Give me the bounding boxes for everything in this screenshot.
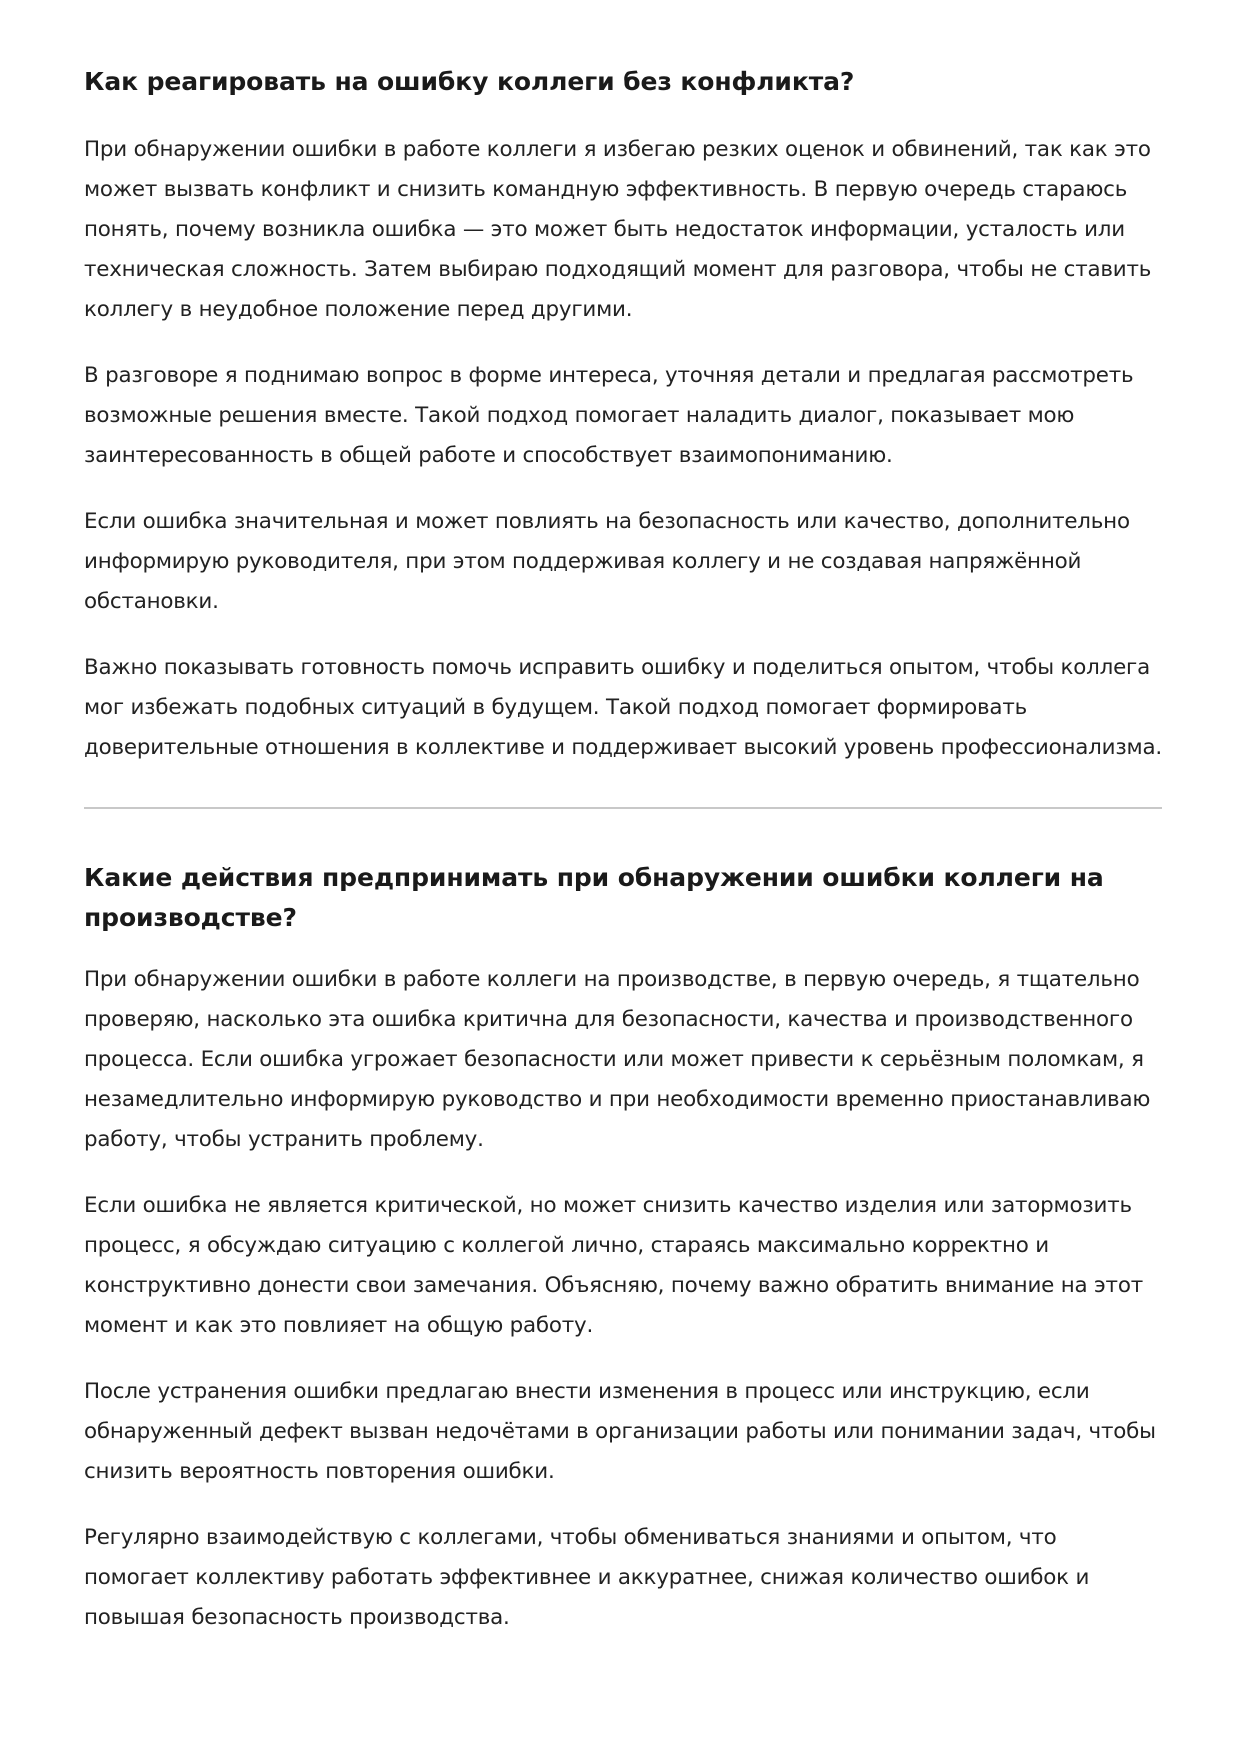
section-title: Какие действия предпринимать при обнаружении ошибки коллеги на производстве?: [84, 863, 1104, 932]
section-production-error-actions: [84, 858, 1162, 1638]
paragraph: После устранения ошибки предлагаю внести изменения в процесс или инструкцию, если обнаруженный дефект вызван недочётами в организации работы или понимании задач, чтобы снизить вероятность повторения ошибки.: [84, 1379, 1156, 1484]
section-title: Как реагировать на ошибку коллеги без конфликта?: [84, 67, 855, 96]
paragraph: При обнаружении ошибки в работе коллеги я избегаю резких оценок и обвинений, так как это может вызвать конфликт и снизить командную эффективность. В первую очередь стараюсь понять, почему возникла ошибка — это может быть недостаток информации, усталость или техническая сложность. Затем выбираю подходящий момент для разговора, чтобы не ставить коллегу в неудобное положение перед другими.: [84, 137, 1152, 322]
section-divider: [84, 807, 1162, 809]
paragraph: Если ошибка не является критической, но может снизить качество изделия или затормозить процесс, я обсуждаю ситуацию с коллегой лично, стараясь максимально корректно и конструктивно донести свои замечания. Объясняю, почему важно обратить внимание на этот момент и как это повлияет на общую работу.: [84, 1193, 1143, 1338]
section-colleague-error-no-conflict: [84, 62, 1162, 768]
paragraph: Если ошибка значительная и может повлиять на безопасность или качество, дополнительно информирую руководителя, при этом поддерживая коллегу и не создавая напряжённой обстановки.: [84, 509, 1130, 614]
paragraph: Регулярно взаимодействую с коллегами, чтобы обмениваться знаниями и опытом, что помогает коллективу работать эффективнее и аккуратнее, снижая количество ошибок и повышая безопасность производства.: [84, 1525, 1090, 1630]
paragraph: В разговоре я поднимаю вопрос в форме интереса, уточняя детали и предлагая рассмотреть возможные решения вместе. Такой подход помогает наладить диалог, показывает мою заинтересованность в общей работе и способствует взаимопониманию.: [84, 363, 1134, 468]
document-page: [84, 0, 1162, 1638]
paragraph: При обнаружении ошибки в работе коллеги на производстве, в первую очередь, я тщательно проверяю, насколько эта ошибка критична для безопасности, качества и производственного процесса. Если ошибка угрожает безопасности или может привести к серьёзным поломкам, я незамедлительно информирую руководство и при необходимости временно приостанавливаю работу, чтобы устранить проблему.: [84, 967, 1151, 1152]
paragraph: Важно показывать готовность помочь исправить ошибку и поделиться опытом, чтобы коллега мог избежать подобных ситуаций в будущем. Такой подход помогает формировать доверительные отношения в коллективе и поддерживает высокий уровень профессионализма.: [84, 655, 1162, 760]
